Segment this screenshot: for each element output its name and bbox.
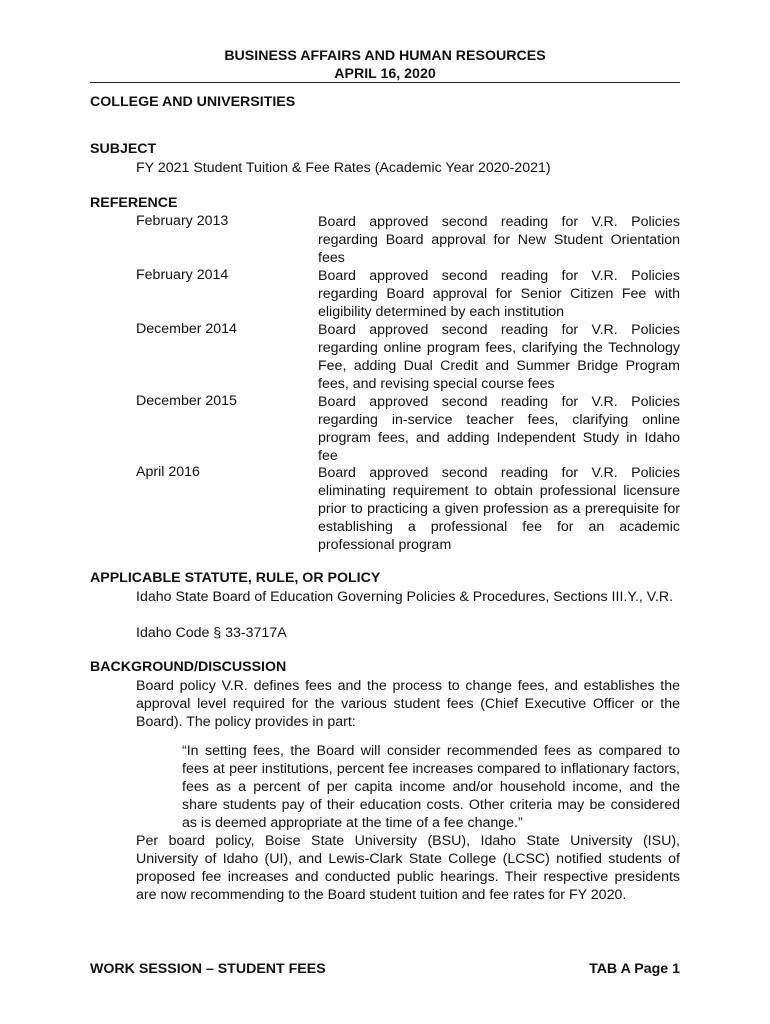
statute-code: Idaho Code § 33-3717A — [136, 625, 287, 641]
reference-date: April 2016 — [136, 464, 200, 480]
background-paragraph: Board policy V.R. defines fees and the process to change fees, and establishes the approval level required for the various student fees (Chief Executive Officer or the Board). The policy provides in part: — [136, 678, 680, 730]
reference-date: February 2014 — [136, 267, 229, 283]
statute-heading: APPLICABLE STATUTE, RULE, OR POLICY — [90, 570, 381, 586]
reference-description: Board approved second reading for V.R. Policies regarding in-service teacher fees, clarifying online program fees, and adding Independent Study in Idaho fee — [318, 394, 680, 464]
reference-date: December 2015 — [136, 393, 237, 409]
reference-description: Board approved second reading for V.R. Policies eliminating requirement to obtain professional licensure prior to practicing a given profession as a prerequisite for establishing a professional fee for an academic professional program — [318, 465, 680, 553]
subject-text: FY 2021 Student Tuition & Fee Rates (Academic Year 2020-2021) — [136, 160, 551, 176]
reference-description: Board approved second reading for V.R. Policies regarding Board approval for New Student Orientation fees — [318, 214, 680, 266]
footer-section: WORK SESSION – STUDENT FEES — [90, 961, 326, 977]
background-paragraph: Per board policy, Boise State University (BSU), Idaho State University (ISU), University of Idaho (UI), and Lewis-Clark State College (LCSC) notified students of proposed fee increases and conducted public hearings. Their respective presidents are now recommending to the Board student tuition and fee rates for FY 2020. — [136, 833, 680, 903]
header-title: BUSINESS AFFAIRS AND HUMAN RESOURCES — [224, 48, 546, 64]
background-heading: BACKGROUND/DISCUSSION — [90, 659, 287, 675]
reference-description: Board approved second reading for V.R. Policies regarding Board approval for Senior Citizen Fee with eligibility determined by each institution — [318, 268, 680, 320]
statute-policy: Idaho State Board of Education Governing Policies & Procedures, Sections III.Y., V.R. — [136, 589, 674, 605]
footer-page-number: TAB A Page 1 — [589, 961, 680, 977]
policy-quote: “In setting fees, the Board will consider recommended fees as compared to fees at peer institutions, percent fee increases compared to inflationary factors, fees as a percent of per capita income and/or household income, and the share students pay of their education costs. Other criteria may be considered as is deemed appropriate at the time of a fee change.” — [182, 743, 680, 831]
institution-heading: COLLEGE AND UNIVERSITIES — [90, 94, 296, 110]
reference-heading: REFERENCE — [90, 195, 178, 211]
reference-date: December 2014 — [136, 321, 237, 337]
header-date: APRIL 16, 2020 — [334, 66, 436, 82]
reference-description: Board approved second reading for V.R. Policies regarding online program fees, clarifying the Technology Fee, adding Dual Credit and Summer Bridge Program fees, and revising special course fees — [318, 322, 680, 392]
header-divider — [90, 82, 680, 83]
subject-heading: SUBJECT — [90, 141, 157, 157]
reference-date: February 2013 — [136, 213, 229, 229]
